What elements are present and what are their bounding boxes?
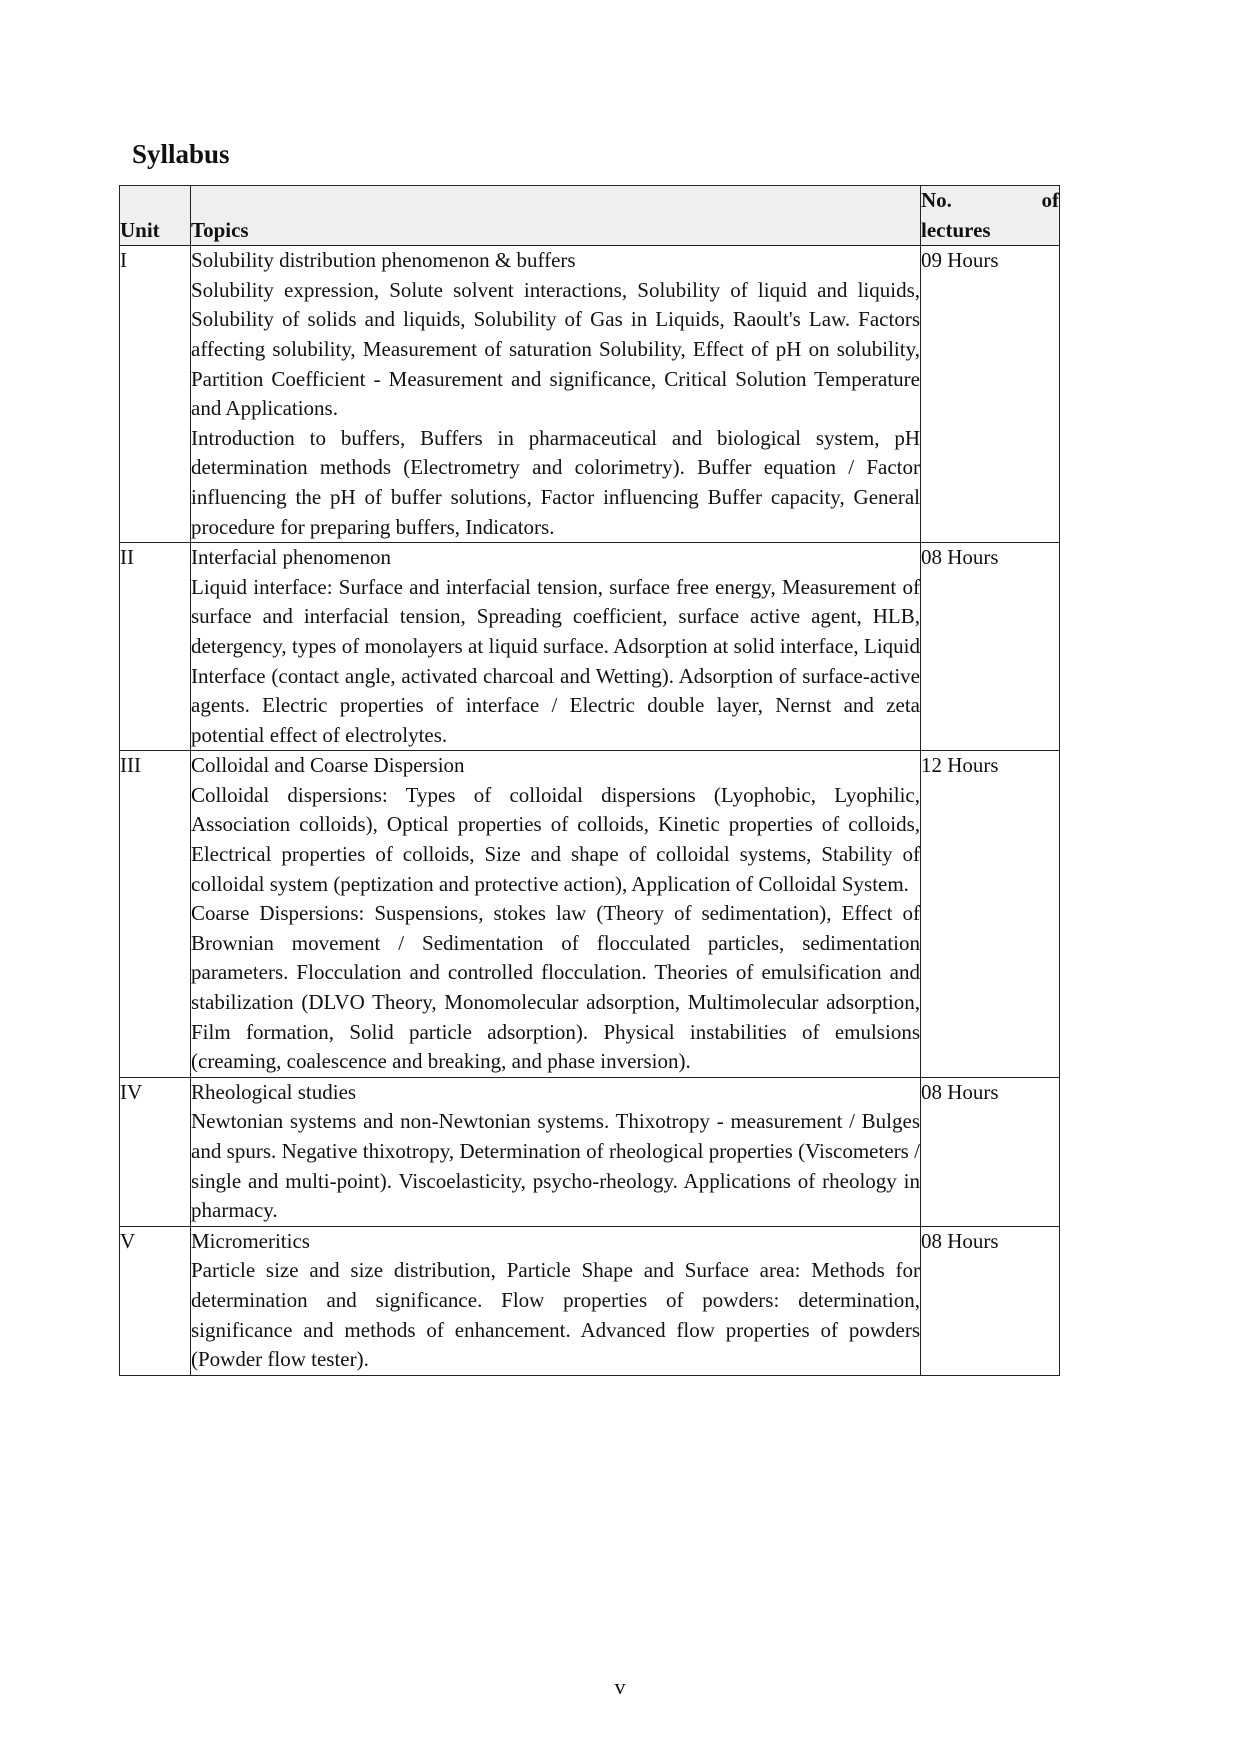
topic-paragraph: Newtonian systems and non-Newtonian systems. Thixotropy - measurement / Bulges and spurs. Negative thixotropy, Determination of rheological properties (Viscometers / single and multi-point). Viscoelasticity, psycho-rheology. Applications of rheology in pharmacy. xyxy=(191,1109,920,1223)
unit-number: III xyxy=(120,751,191,1078)
table-row-unit-5 xyxy=(120,1226,1060,1375)
table-row-unit-2 xyxy=(120,543,1060,751)
unit-topics xyxy=(191,751,921,1078)
table-row-unit-3 xyxy=(120,751,1060,1078)
topic-paragraph: Solubility expression, Solute solvent interactions, Solubility of liquid and liquids, Solubility of solids and liquids, Solubility of Gas in Liquids, Raoult's Law. Factors affecting solubility, Measurement of saturation Solubility, Effect of pH on solubility, Partition Coefficient - Measurement and significance, Critical Solution Temperature and Applications. xyxy=(191,277,920,421)
unit-topics xyxy=(191,1226,921,1375)
unit-hours: 12 Hours xyxy=(921,751,1060,1078)
unit-hours: 08 Hours xyxy=(921,1226,1060,1375)
topic-paragraph: Particle size and size distribution, Particle Shape and Surface area: Methods for determination and significance. Flow properties of powders: determination, significance and methods of enhancement. Advanced flow properties of powders (Powder flow tester). xyxy=(191,1258,920,1372)
unit-topics xyxy=(191,1077,921,1226)
header-unit: Unit xyxy=(120,186,191,246)
page-title: Syllabus xyxy=(132,139,230,169)
header-lectures-line1: No. of xyxy=(921,188,1059,212)
unit-hours: 09 Hours xyxy=(921,246,1060,543)
header-topics: Topics xyxy=(191,186,921,246)
topic-paragraph: Introduction to buffers, Buffers in pharmaceutical and biological system, pH determination methods (Electrometry and colorimetry). Buffer equation / Factor influencing the pH of buffer solutions, Factor influencing Buffer capacity, General procedure for preparing buffers, Indicators. xyxy=(191,425,920,539)
unit-title: Rheological studies xyxy=(191,1079,357,1104)
unit-number: II xyxy=(120,543,191,751)
syllabus-table xyxy=(119,185,1060,1376)
unit-hours: 08 Hours xyxy=(921,543,1060,751)
header-lectures xyxy=(921,186,1060,246)
unit-topics xyxy=(191,543,921,751)
header-lectures-line2: lectures xyxy=(921,217,991,242)
unit-title: Colloidal and Coarse Dispersion xyxy=(191,753,465,778)
unit-number: V xyxy=(120,1226,191,1375)
table-row-unit-1 xyxy=(120,246,1060,543)
table-row-unit-4 xyxy=(120,1077,1060,1226)
unit-title: Solubility distribution phenomenon & buffers xyxy=(191,248,576,273)
unit-title: Interfacial phenomenon xyxy=(191,545,391,570)
unit-topics xyxy=(191,246,921,543)
unit-number: IV xyxy=(120,1077,191,1226)
topic-paragraph: Coarse Dispersions: Suspensions, stokes law (Theory of sedimentation), Effect of Brownian movement / Sedimentation of flocculated particles, sedimentation parameters. Flocculation and controlled flocculation. Theories of emulsification and stabilization (DLVO Theory, Monomolecular adsorption, Multimolecular adsorption, Film formation, Solid particle adsorption). Physical instabilities of emulsions (creaming, coalescence and breaking, and phase inversion). xyxy=(191,901,920,1074)
unit-hours: 08 Hours xyxy=(921,1077,1060,1226)
header-row xyxy=(120,186,1060,246)
unit-number: I xyxy=(120,246,191,543)
topic-paragraph: Liquid interface: Surface and interfacial tension, surface free energy, Measurement of surface and interfacial tension, Spreading coefficient, surface active agent, HLB, detergency, types of monolayers at liquid surface. Adsorption at solid interface, Liquid Interface (contact angle, activated charcoal and Wetting). Adsorption of surface-active agents. Electric properties of interface / Electric double layer, Nernst and zeta potential effect of electrolytes. xyxy=(191,574,920,747)
unit-title: Micromeritics xyxy=(191,1228,310,1253)
page-number: v xyxy=(614,1674,626,1699)
topic-paragraph: Colloidal dispersions: Types of colloidal dispersions (Lyophobic, Lyophilic, Association colloids), Optical properties of colloids, Kinetic properties of colloids, Electrical properties of colloids, Size and shape of colloidal systems, Stability of colloidal system (peptization and protective action), Application of Colloidal System. xyxy=(191,782,920,896)
